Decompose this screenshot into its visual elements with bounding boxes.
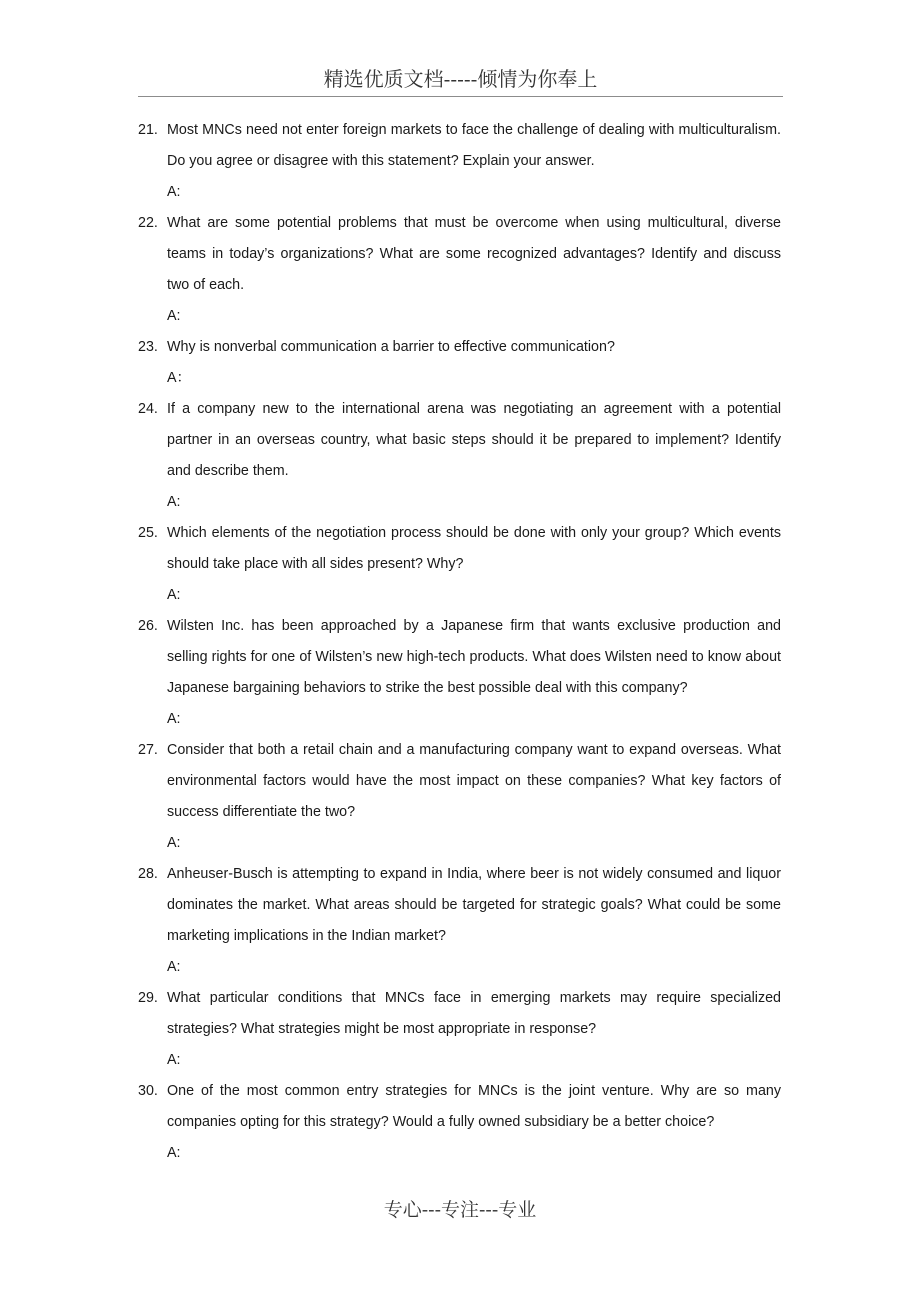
question-text: Consider that both a retail chain and a manufacturing company want to expand overseas. What environmental factors would have the most impact on these companies? What key factors of success differentiate the two? xyxy=(167,742,781,820)
answer-label: A: xyxy=(167,835,181,851)
question-number: 23. xyxy=(138,339,158,355)
question-item xyxy=(138,611,781,735)
question-number: 28. xyxy=(138,866,158,882)
question-item xyxy=(138,1076,781,1169)
page-header xyxy=(138,62,783,97)
answer-label: A: xyxy=(167,1145,181,1161)
answer-label: A: xyxy=(167,959,181,975)
question-list xyxy=(138,115,781,1169)
question-text: What particular conditions that MNCs face in emerging markets may require specialized strategies? What strategies might be most appropriate in response? xyxy=(167,990,781,1037)
question-number: 26. xyxy=(138,618,158,634)
question-text: If a company new to the international arena was negotiating an agreement with a potential partner in an overseas country, what basic steps should it be prepared to implement? Identify and describe them. xyxy=(167,401,781,479)
answer-label: A: xyxy=(167,494,181,510)
question-item xyxy=(138,115,781,208)
question-item xyxy=(138,332,781,394)
answer-label: A: xyxy=(167,184,181,200)
answer-label: A: xyxy=(167,587,181,603)
question-item xyxy=(138,208,781,332)
question-number: 24. xyxy=(138,401,158,417)
question-item xyxy=(138,518,781,611)
question-text: Which elements of the negotiation process should be done with only your group? Which events should take place with all sides present? Why? xyxy=(167,525,781,572)
question-number: 21. xyxy=(138,122,158,138)
question-text: One of the most common entry strategies for MNCs is the joint venture. Why are so many companies opting for this strategy? Would a fully owned subsidiary be a better choice? xyxy=(167,1083,781,1130)
question-text: What are some potential problems that must be overcome when using multicultural, diverse teams in today’s organizations? What are some recognized advantages? Identify and discuss two of each. xyxy=(167,215,781,293)
question-number: 29. xyxy=(138,990,158,1006)
question-text: Why is nonverbal communication a barrier to effective communication? xyxy=(167,339,615,355)
question-number: 22. xyxy=(138,215,158,231)
question-item xyxy=(138,859,781,983)
question-item xyxy=(138,394,781,518)
question-number: 30. xyxy=(138,1083,158,1099)
answer-label: A: xyxy=(167,308,181,324)
header-title: 精选优质文档-----倾情为你奉上 xyxy=(323,67,598,91)
question-number: 27. xyxy=(138,742,158,758)
question-item xyxy=(138,735,781,859)
answer-label: A: xyxy=(167,711,181,727)
question-text: Most MNCs need not enter foreign markets to face the challenge of dealing with multiculturalism. Do you agree or disagree with this statement? Explain your answer. xyxy=(167,122,781,169)
answer-label: A： xyxy=(167,370,191,386)
page-footer xyxy=(0,1195,920,1222)
question-item xyxy=(138,983,781,1076)
question-text: Wilsten Inc. has been approached by a Japanese firm that wants exclusive production and selling rights for one of Wilsten’s new high-tech products. What does Wilsten need to know about Japanese bargaining behaviors to strike the best possible deal with this company? xyxy=(167,618,781,696)
footer-text: 专心---专注---专业 xyxy=(383,1199,537,1221)
question-number: 25. xyxy=(138,525,158,541)
answer-label: A: xyxy=(167,1052,181,1068)
question-text: Anheuser-Busch is attempting to expand in India, where beer is not widely consumed and liquor dominates the market. What areas should be targeted for strategic goals? What could be some marketing implications in the Indian market? xyxy=(167,866,781,944)
